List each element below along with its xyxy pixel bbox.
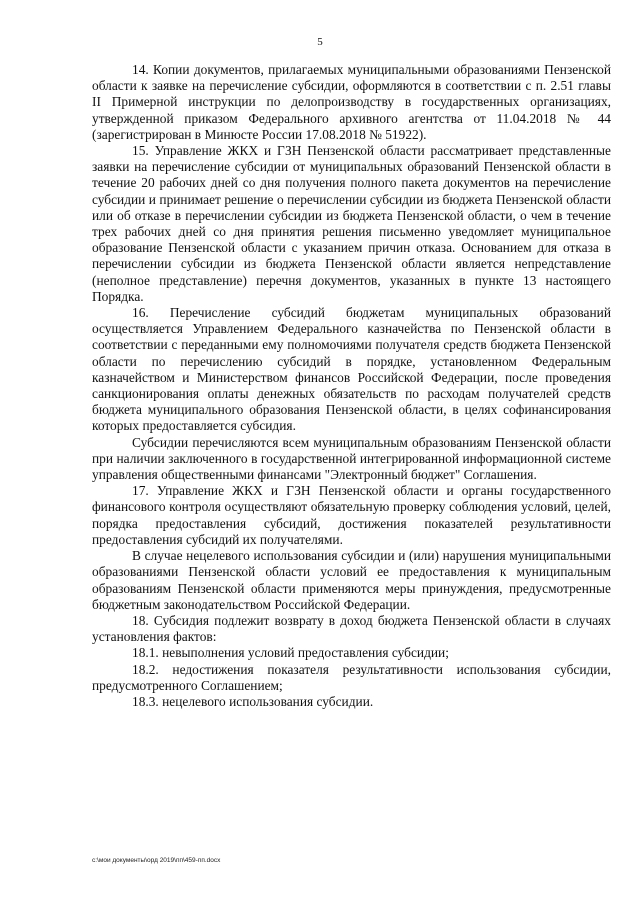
paragraph-17: 17. Управление ЖКХ и ГЗН Пензенской области и органы государственного финансового контроля осуществляют обязательную проверку соблюдения условий, целей, порядка предоставления субсидий, достижения показателей результативности предоставления субсидий их получателями. xyxy=(92,483,611,547)
paragraph-18-3: 18.3. нецелевого использования субсидии. xyxy=(132,693,374,709)
paragraph-18-2: 18.2. недостижения показателя результативности использования субсидии, предусмотренного Соглашением; xyxy=(92,661,611,693)
paragraph-18: 18. Субсидия подлежит возврату в доход бюджета Пензенской области в случаях установления фактов: xyxy=(92,612,611,645)
paragraph-16: 16. Перечисление субсидий бюджетам муниципальных образований осуществляется Управлением Федерального казначейства по Пензенской области в соответствии с переданными ему полномочиями получателя средств бюджета Пензенской области по перечислению субсидий в порядке, установленном Федеральным казначейством и Министерством финансов Российской Федерации, после проведения санкционирования оплаты денежных обязательств по расходам получателей средств бюджета муниципального образования Пензенской области, в целях софинансирования которых предоставляется субсидия. xyxy=(92,305,611,434)
paragraph-15: 15. Управление ЖКХ и ГЗН Пензенской области рассматривает представленные заявки на перечисление субсидии от муниципальных образований Пензенской области в течение 20 рабочих дней со дня получения полного пакета документов на перечисление субсидии и принимает решение о перечислении субсидии из бюджета Пензенской области или об отказе в перечислении субсидии из бюджета Пензенской области, о чем в течение трех рабочих дней со дня принятия решения письменно уведомляет муниципальное образование Пензенской области с указанием причин отказа. Основанием для отказа в перечислении субсидии из бюджета Пензенской области является непредставление (неполное представление) перечня документов, указанных в пункте 13 настоящего Порядка. xyxy=(92,143,611,304)
paragraph-14: 14. Копии документов, прилагаемых муниципальными образованиями Пензенской области к заявке на перечисление субсидии, оформляются в соответствии с п. 2.51 главы II Примерной инструкции по делопроизводству в государственных организациях, утвержденной приказом Федерального архивного агентства от 11.04.2018 № 44 (зарегистрирован в Минюсте России 17.08.2018 № 51922). xyxy=(92,62,611,142)
page-number: 5 xyxy=(317,36,323,48)
paragraph-16-subsidies: Субсидии перечисляются всем муниципальным образованиям Пензенской области при наличии заключенного в государственной интегрированной информационной системе управления общественными финансами "Электронный бюджет" Соглашения. xyxy=(92,434,611,483)
paragraph-17-misuse: В случае нецелевого использования субсидии и (или) нарушения муниципальными образованиями Пензенской области условий ее предоставления к муниципальным образованиям Пензенской области применяются меры принуждения, предусмотренные бюджетным законодательством Российской Федерации. xyxy=(92,548,611,612)
footer-file-path: c:\мои документы\орд 2019\пп\459-пп.docx xyxy=(92,857,221,864)
document-body xyxy=(92,62,611,710)
paragraph-18-1: 18.1. невыполнения условий предоставления субсидии; xyxy=(132,645,449,661)
